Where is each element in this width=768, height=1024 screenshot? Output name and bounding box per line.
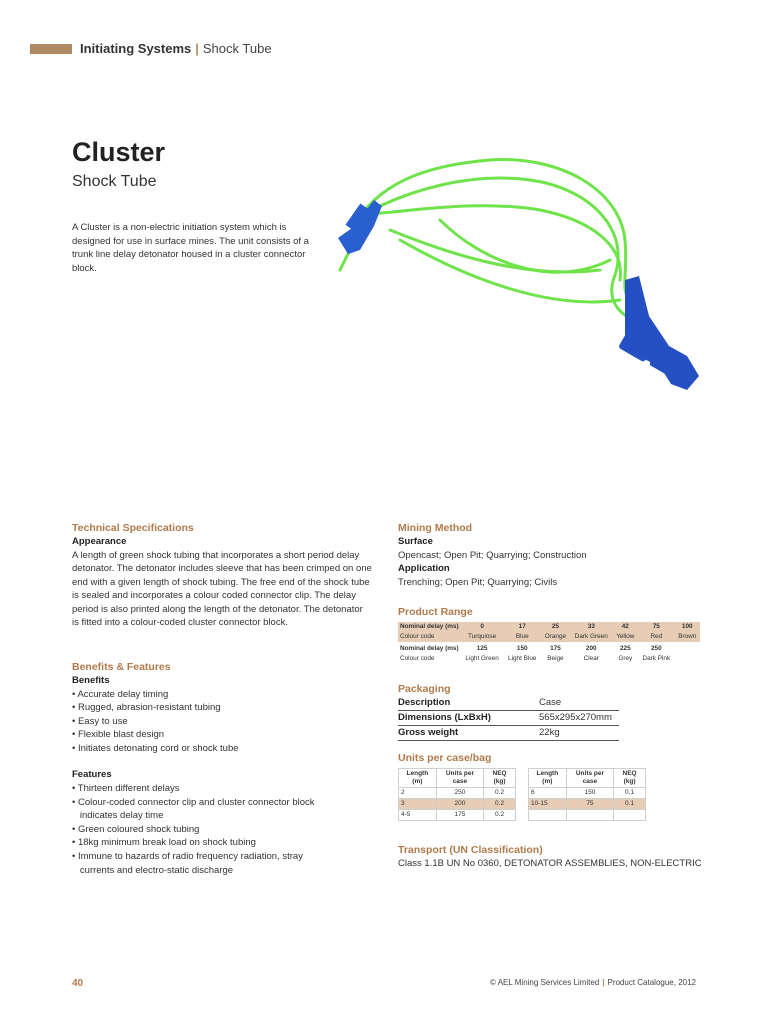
table-cell: Orange: [541, 632, 570, 642]
table-cell: Dark Green: [570, 632, 613, 642]
connector-clip-icon: [338, 200, 382, 254]
table-cell: 100: [675, 622, 700, 632]
table-row: [398, 711, 619, 726]
benefits-list-item: • Easy to use: [72, 715, 128, 727]
application-text: Trenching; Open Pit; Quarrying; Civils: [398, 576, 558, 588]
column-header: NEQ (kg): [484, 769, 516, 788]
table-cell: 200: [436, 799, 483, 810]
packaging-table: [398, 696, 619, 741]
table-cell: Light Green: [465, 655, 499, 662]
technical-specifications: [72, 521, 372, 630]
table-cell: 17: [504, 622, 541, 632]
features-label: Features: [72, 769, 112, 781]
table-cell: 33: [570, 622, 613, 632]
appearance-label: Appearance: [72, 536, 127, 547]
column-header: Units per case: [436, 769, 483, 788]
header-subsection: Shock Tube: [202, 41, 272, 56]
features-list-item: indicates delay time: [72, 810, 164, 822]
table-cell: 150: [566, 788, 613, 799]
footer-company: © AEL Mining Services Limited: [490, 978, 600, 987]
table-cell: 0.1: [614, 788, 646, 799]
table-cell: Colour code: [398, 632, 461, 642]
table-cell: 25: [541, 622, 570, 632]
units-per-case: [398, 751, 698, 821]
table-cell: 175: [436, 810, 483, 821]
table-cell: Nominal delay (ms): [400, 645, 459, 652]
table-cell: Nominal delay (ms): [400, 623, 459, 630]
table-cell: Dimensions (LxBxH): [398, 711, 539, 726]
table-row: [529, 799, 646, 810]
table-cell: Description: [398, 696, 539, 711]
benefits-list-item: • Accurate delay timing: [72, 688, 169, 700]
table-cell: 0.2: [484, 788, 516, 799]
column-header: Length (m): [529, 769, 567, 788]
surface-text: Opencast; Open Pit; Quarrying; Construction: [398, 549, 587, 561]
tech-heading: Technical Specifications: [72, 522, 194, 534]
table-row: [399, 788, 516, 799]
table-cell: 2: [399, 788, 437, 799]
header-separator: |: [195, 41, 199, 56]
table-cell: Turquiose: [461, 632, 504, 642]
product-image: [320, 150, 710, 410]
header-section: Initiating Systems: [80, 41, 192, 56]
surface-label: Surface: [398, 536, 433, 547]
features-list-item: • Green coloured shock tubing: [72, 823, 200, 835]
table-row: [398, 654, 700, 664]
table-cell: 0.2: [484, 799, 516, 810]
table-cell: 225: [619, 645, 631, 652]
features-list-item: • 18kg minimum break load on shock tubing: [72, 837, 256, 849]
table-cell: 0.1: [614, 799, 646, 810]
transport: [398, 843, 718, 871]
range-heading: Product Range: [398, 606, 473, 618]
header: [80, 41, 272, 57]
footer-catalogue: Product Catalogue, 2012: [607, 978, 696, 987]
packaging: [398, 682, 698, 741]
table-cell: Gross weight: [398, 726, 539, 741]
table-cell: Colour code: [400, 655, 435, 662]
benefits-features: [72, 660, 372, 877]
units-table-left: [398, 768, 516, 821]
table-cell: 250: [436, 788, 483, 799]
table-row: [398, 696, 619, 711]
table-cell: Light Blue: [508, 655, 537, 662]
column-header: Length (m): [399, 769, 437, 788]
table-cell: 22kg: [539, 726, 619, 741]
page-title: Cluster: [72, 137, 166, 167]
cluster-connector-block-icon: [618, 276, 699, 390]
table-header-row: [529, 769, 646, 788]
table-cell: 0: [461, 622, 504, 632]
table-row: [529, 788, 646, 799]
table-cell: Beige: [547, 655, 564, 662]
table-cell: Case: [539, 696, 619, 711]
table-row: [399, 810, 516, 821]
page-number: 40: [72, 978, 84, 989]
features-list-item: • Thirteen different delays: [72, 782, 180, 794]
transport-text: Class 1.1B UN No 0360, DETONATOR ASSEMBLIES, NON-ELECTRIC: [398, 858, 702, 869]
appearance-text: A length of green shock tubing that incorporates a short period delay detonator. The detonator includes sleeve that has been crimped on one end with a given length of shock tubing. The free end of the shock tube is sealed and incorporates a colour coded connector clip. The delay period is also printed along the length of the detonator. The detonator is fitted into a colour-coded cluster connector block.: [72, 549, 372, 629]
table-cell: Blue: [504, 632, 541, 642]
units-heading: Units per case/bag: [398, 752, 492, 764]
table-cell: Brown: [675, 632, 700, 642]
intro-paragraph: A Cluster is a non-electric initiation system which is designed for use in surface mines. The unit consists of a trunk line delay detonator housed in a cluster connector block.: [72, 222, 309, 274]
footer: [490, 978, 696, 987]
table-cell: 3: [399, 799, 437, 810]
features-list-item: currents and electro-static discharge: [72, 864, 234, 876]
column-header: Units per case: [566, 769, 613, 788]
features-list-item: • Colour-coded connector clip and cluster connector block: [72, 796, 315, 808]
benefits-heading: Benefits & Features: [72, 661, 171, 673]
table-cell: 6: [529, 788, 567, 799]
table-cell: 200: [585, 645, 597, 652]
table-cell: Dark Pink: [642, 655, 671, 662]
benefits-label: Benefits: [72, 675, 110, 686]
table-row: [398, 644, 700, 654]
units-table-right: [528, 768, 646, 821]
page-subtitle: Shock Tube: [72, 173, 157, 190]
packaging-heading: Packaging: [398, 683, 451, 695]
footer-separator: |: [602, 978, 605, 987]
table-row: [398, 632, 700, 642]
table-cell: Grey: [618, 655, 633, 662]
table-cell: Clear: [583, 655, 599, 662]
product-range-table: [398, 622, 700, 664]
table-cell: 0.2: [484, 810, 516, 821]
table-cell: 565x295x270mm: [539, 711, 619, 726]
table-cell: 250: [650, 645, 662, 652]
table-row: [399, 799, 516, 810]
table-cell: 125: [476, 645, 488, 652]
application-label: Application: [398, 563, 450, 575]
table-cell: 175: [550, 645, 561, 652]
table-cell: Yellow: [613, 632, 639, 642]
column-header: NEQ (kg): [614, 769, 646, 788]
benefits-list-item: • Rugged, abrasion-resistant tubing: [72, 702, 221, 714]
mining-method: [398, 521, 698, 589]
mining-heading: Mining Method: [398, 522, 473, 534]
table-row: [529, 810, 646, 821]
transport-heading: Transport (UN Classification): [398, 844, 543, 856]
table-cell: 150: [516, 645, 528, 652]
table-cell: 4-5: [399, 810, 437, 821]
table-header-row: [399, 769, 516, 788]
benefits-list-item: • Flexible blast design: [72, 729, 165, 741]
table-cell: 10-15: [529, 799, 567, 810]
header-accent-bar: [30, 44, 72, 54]
benefits-list-item: • Initiates detonating cord or shock tube: [72, 742, 239, 754]
table-cell: 42: [613, 622, 639, 632]
table-cell: 75: [638, 622, 674, 632]
table-cell: 75: [566, 799, 613, 810]
table-cell: Red: [638, 632, 674, 642]
table-row: [398, 622, 700, 632]
features-list-item: • Immune to hazards of radio frequency radiation, stray: [72, 850, 303, 862]
product-range: [398, 605, 698, 664]
table-row: [398, 726, 619, 741]
